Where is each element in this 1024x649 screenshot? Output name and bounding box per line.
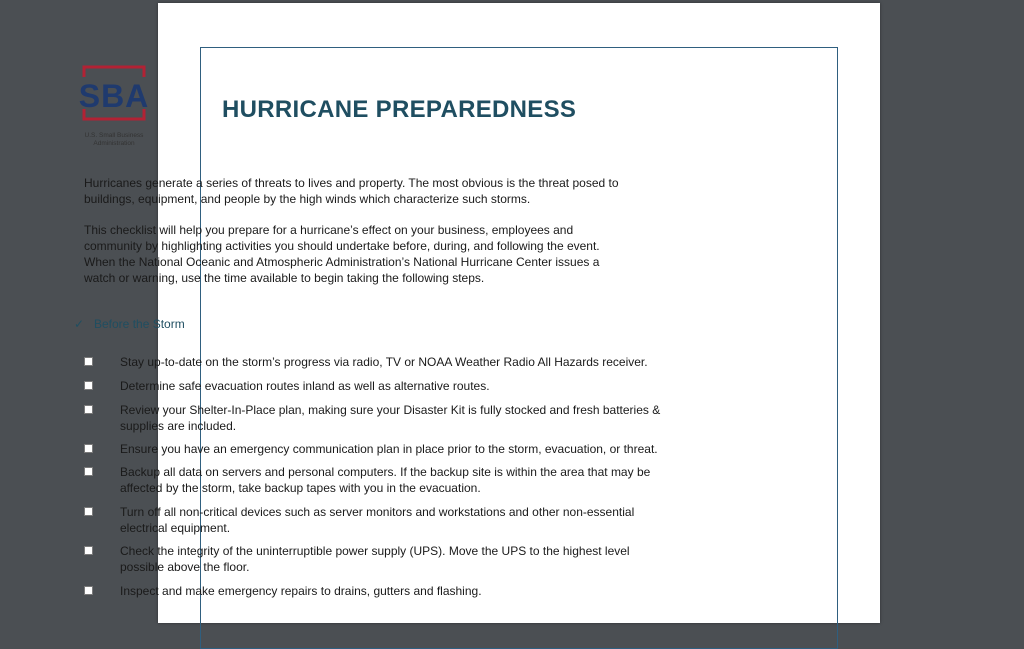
page-title: HURRICANE PREPAREDNESS [222, 96, 577, 123]
paragraph-line: This checklist will help you prepare for a hurricane’s effect on your business, employees and [84, 223, 574, 237]
checklist-item-line: Stay up-to-date on the storm’s progress via radio, TV or NOAA Weather Radio All Hazards receiver. [120, 355, 648, 369]
checklist-item-text [120, 543, 680, 575]
checklist-item-line: Inspect and make emergency repairs to drains, gutters and flashing. [120, 584, 482, 598]
checkbox[interactable] [84, 381, 93, 390]
checkbox[interactable] [84, 444, 93, 453]
checkbox[interactable] [84, 357, 93, 366]
checklist-item-text [120, 378, 680, 394]
sba-logo [76, 63, 152, 149]
checklist-item-line: Check the integrity of the uninterruptible power supply (UPS). Move the UPS to the highest level [120, 544, 630, 558]
checklist-item-line: Ensure you have an emergency communication plan in place prior to the storm, evacuation, or threat. [120, 442, 658, 456]
logo-subtitle-line: U.S. Small Business [84, 132, 144, 139]
checklist-item-line: Backup all data on servers and personal computers. If the backup site is within the area that may be [120, 465, 651, 479]
checklist-item-text [120, 402, 680, 434]
checkbox[interactable] [84, 586, 93, 595]
checklist-item-text [120, 441, 680, 457]
checklist-item-text [120, 464, 680, 496]
sba-logo-letters: SBA [78, 78, 150, 114]
checkbox[interactable] [84, 467, 93, 476]
checklist-item-line: electrical equipment. [120, 521, 231, 535]
checklist-item-text [120, 583, 680, 599]
checkmark-icon: ✓ [74, 317, 85, 331]
checklist-item-line: Review your Shelter-In-Place plan, making sure your Disaster Kit is fully stocked and fresh batteries & [120, 403, 661, 417]
checklist-item-line: Turn off all non-critical devices such as server monitors and workstations and other non-essential [120, 505, 635, 519]
checklist-item-text [120, 504, 680, 536]
section-heading [74, 317, 185, 331]
checklist-item-line: affected by the storm, take backup tapes with you in the evacuation. [120, 481, 481, 495]
checkbox[interactable] [84, 546, 93, 555]
checklist-item-text [120, 354, 680, 370]
paragraph-line: Hurricanes generate a series of threats to lives and property. The most obvious is the threat posed to [84, 176, 619, 190]
paragraph-line: community by highlighting activities you should undertake before, during, and following the event. [84, 239, 600, 253]
checklist-item-line: Determine safe evacuation routes inland as well as alternative routes. [120, 379, 490, 393]
checkbox[interactable] [84, 405, 93, 414]
paragraph-line: watch or warning, use the time available to begin taking the following steps. [84, 271, 485, 285]
checkbox[interactable] [84, 507, 93, 516]
logo-subtitle-line: Administration [93, 139, 135, 147]
paragraph-line: buildings, equipment, and people by the high winds which characterize such storms. [84, 192, 531, 206]
paragraph-line: When the National Oceanic and Atmospheric Administration’s National Hurricane Center issues a [84, 255, 600, 269]
checklist-item-line: supplies are included. [120, 419, 237, 433]
intro-paragraph [84, 175, 644, 207]
sba-logo-subtitle [76, 132, 152, 147]
sba-logo-mark [76, 63, 152, 131]
section-heading-label: Before the Storm [94, 317, 185, 331]
checklist-paragraph [84, 222, 644, 286]
checklist-item-line: possible above the floor. [120, 560, 250, 574]
